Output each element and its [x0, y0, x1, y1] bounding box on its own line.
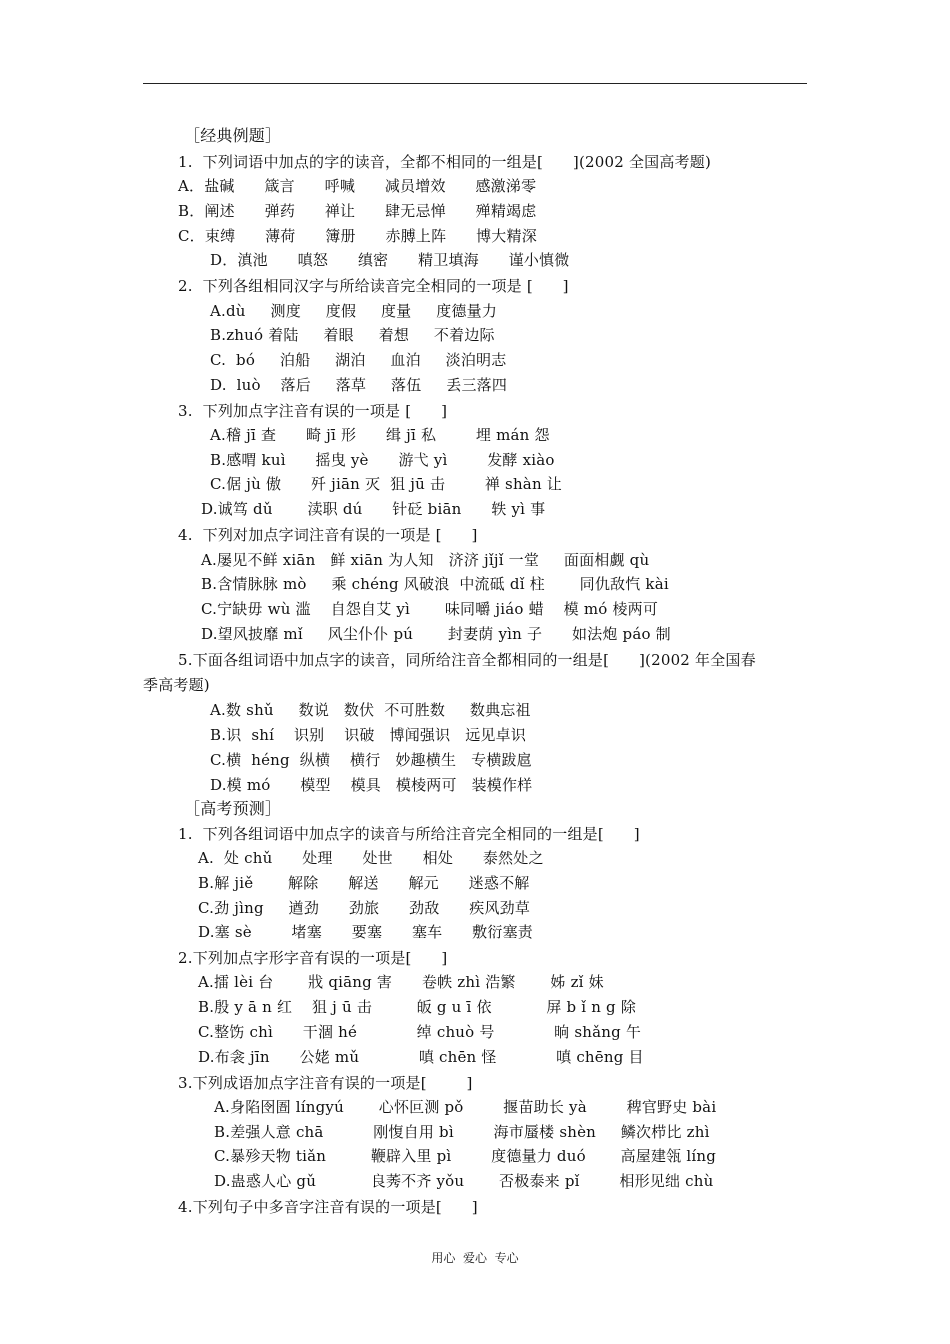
- question-2-stem: 2. 下列各组相同汉字与所给读音完全相同的一项是 [ ]: [178, 277, 569, 295]
- question-5-option-b: B.识 shí 识别 识破 博闻强识 远见卓识: [210, 726, 527, 744]
- forecast-question-2-option-c: C.整饬 chì 干涸 hé 绰 chuò 号 晌 shǎng 午: [198, 1023, 642, 1041]
- question-4-stem: 4. 下列对加点字词注音有误的一项是 [ ]: [178, 526, 478, 544]
- forecast-question-2-option-b: B.殷 y ā n 红 狙 j ū 击 皈 g u ī 依 屏 b ǐ n g 除: [198, 998, 637, 1016]
- forecast-question-3-option-b: B.差强人意 chā 刚愎自用 bì 海市蜃楼 shèn 鳞次栉比 zhì: [214, 1123, 710, 1141]
- forecast-question-1-option-b: B.解 jiě 解除 解送 解元 迷惑不解: [198, 874, 530, 892]
- question-5-stem-continued: 季高考题): [143, 676, 210, 694]
- question-2-option-b: B.zhuó 着陆 着眼 着想 不着边际: [210, 326, 495, 344]
- forecast-question-3-option-d: D.蛊惑人心 gǔ 良莠不齐 yǒu 否极泰来 pǐ 相形见绌 chù: [214, 1172, 714, 1190]
- forecast-question-1-option-d: D.塞 sè 堵塞 要塞 塞车 敷衍塞责: [198, 923, 533, 941]
- question-3-option-c: C.倨 jù 傲 歼 jiān 灭 狙 jū 击 禅 shàn 让: [210, 475, 562, 493]
- forecast-question-3-option-a: A.身陷囹圄 língyú 心怀叵测 pǒ 揠苗助长 yà 稗官野史 bài: [214, 1098, 717, 1116]
- forecast-question-1-option-c: C.劲 jìng 遒劲 劲旅 劲敌 疾风劲草: [198, 899, 531, 917]
- forecast-question-4-stem: 4.下列句子中多音字注音有误的一项是[ ]: [178, 1198, 478, 1216]
- question-1-option-c: C．束缚 薄荷 簿册 赤膊上阵 博大精深: [178, 227, 537, 245]
- header-rule: [143, 83, 807, 84]
- question-1-stem: 1. 下列词语中加点的字的读音，全都不相同的一组是[ ](2002 全国高考题): [178, 153, 712, 171]
- page-footer: 用心 爱心 专心: [431, 1251, 519, 1265]
- question-2-option-d: D. luò 落后 落草 落伍 丢三落四: [210, 376, 508, 394]
- question-3-option-b: B.感喟 kuì 摇曳 yè 游弋 yì 发酵 xiào: [210, 451, 555, 469]
- forecast-question-3-stem: 3.下列成语加点字注音有误的一项是[ ]: [178, 1074, 473, 1092]
- forecast-question-1-stem: 1. 下列各组词语中加点字的读音与所给注音完全相同的一组是[ ]: [178, 825, 640, 843]
- question-1-option-a: A．盐碱 箴言 呼喊 减员增效 感激涕零: [178, 177, 537, 195]
- question-2-option-a: A.dù 测度 度假 度量 度德量力: [210, 302, 498, 320]
- section-heading-classic-examples: ［经典例题］: [184, 126, 282, 145]
- section-heading-exam-forecast: ［高考预测］: [184, 799, 282, 818]
- question-4-option-b: B.含情脉脉 mò 乘 chéng 风破浪 中流砥 dǐ 柱 同仇敌忾 kài: [201, 575, 669, 593]
- forecast-question-2-option-a: A.擂 lèi 台 戕 qiāng 害 卷帙 zhì 浩繁 姊 zǐ 妹: [198, 973, 604, 991]
- question-3-option-a: A.稽 jī 查 畸 jī 形 缉 jī 私 埋 mán 怨: [210, 426, 550, 444]
- forecast-question-2-stem: 2.下列加点字形字音有误的一项是[ ]: [178, 949, 448, 967]
- question-1-option-d: D．滇池 嗔怒 缜密 精卫填海 谨小慎微: [210, 251, 570, 269]
- question-4-option-a: A.屡见不鲜 xiān 鲜 xiān 为人知 济济 jǐjǐ 一堂 面面相觑 qù: [201, 551, 650, 569]
- question-5-stem: 5.下面各组词语中加点字的读音，同所给注音全都相同的一组是[ ](2002 年全国春: [178, 651, 756, 669]
- question-2-option-c: C. bó 泊船 湖泊 血泊 淡泊明志: [210, 351, 507, 369]
- question-5-option-d: D.模 mó 模型 模具 模棱两可 装模作样: [210, 776, 533, 794]
- question-4-option-d: D.望风披靡 mǐ 风尘仆仆 pú 封妻荫 yìn 子 如法炮 páo 制: [201, 625, 671, 643]
- question-4-option-c: C.宁缺毋 wù 滥 自怨自艾 yì 味同嚼 jiáo 蜡 模 mó 棱两可: [201, 600, 659, 618]
- forecast-question-2-option-d: D.布衾 jīn 公姥 mǔ 嗔 chēn 怪 嗔 chēng 目: [198, 1048, 644, 1066]
- question-5-option-a: A.数 shǔ 数说 数伏 不可胜数 数典忘祖: [210, 701, 531, 719]
- question-1-option-b: B．阐述 弹药 禅让 肆无忌惮 殚精竭虑: [178, 202, 537, 220]
- forecast-question-1-option-a: A. 处 chǔ 处理 处世 相处 泰然处之: [198, 849, 544, 867]
- forecast-question-3-option-c: C.暴殄天物 tiǎn 鞭辟入里 pì 度德量力 duó 高屋建瓴 líng: [214, 1147, 716, 1165]
- question-3-stem: 3. 下列加点字注音有误的一项是 [ ]: [178, 402, 448, 420]
- question-5-option-c: C.横 héng 纵横 横行 妙趣横生 专横跋扈: [210, 751, 532, 769]
- question-3-option-d: D.诚笃 dǔ 渎职 dú 针砭 biān 轶 yì 事: [201, 500, 546, 518]
